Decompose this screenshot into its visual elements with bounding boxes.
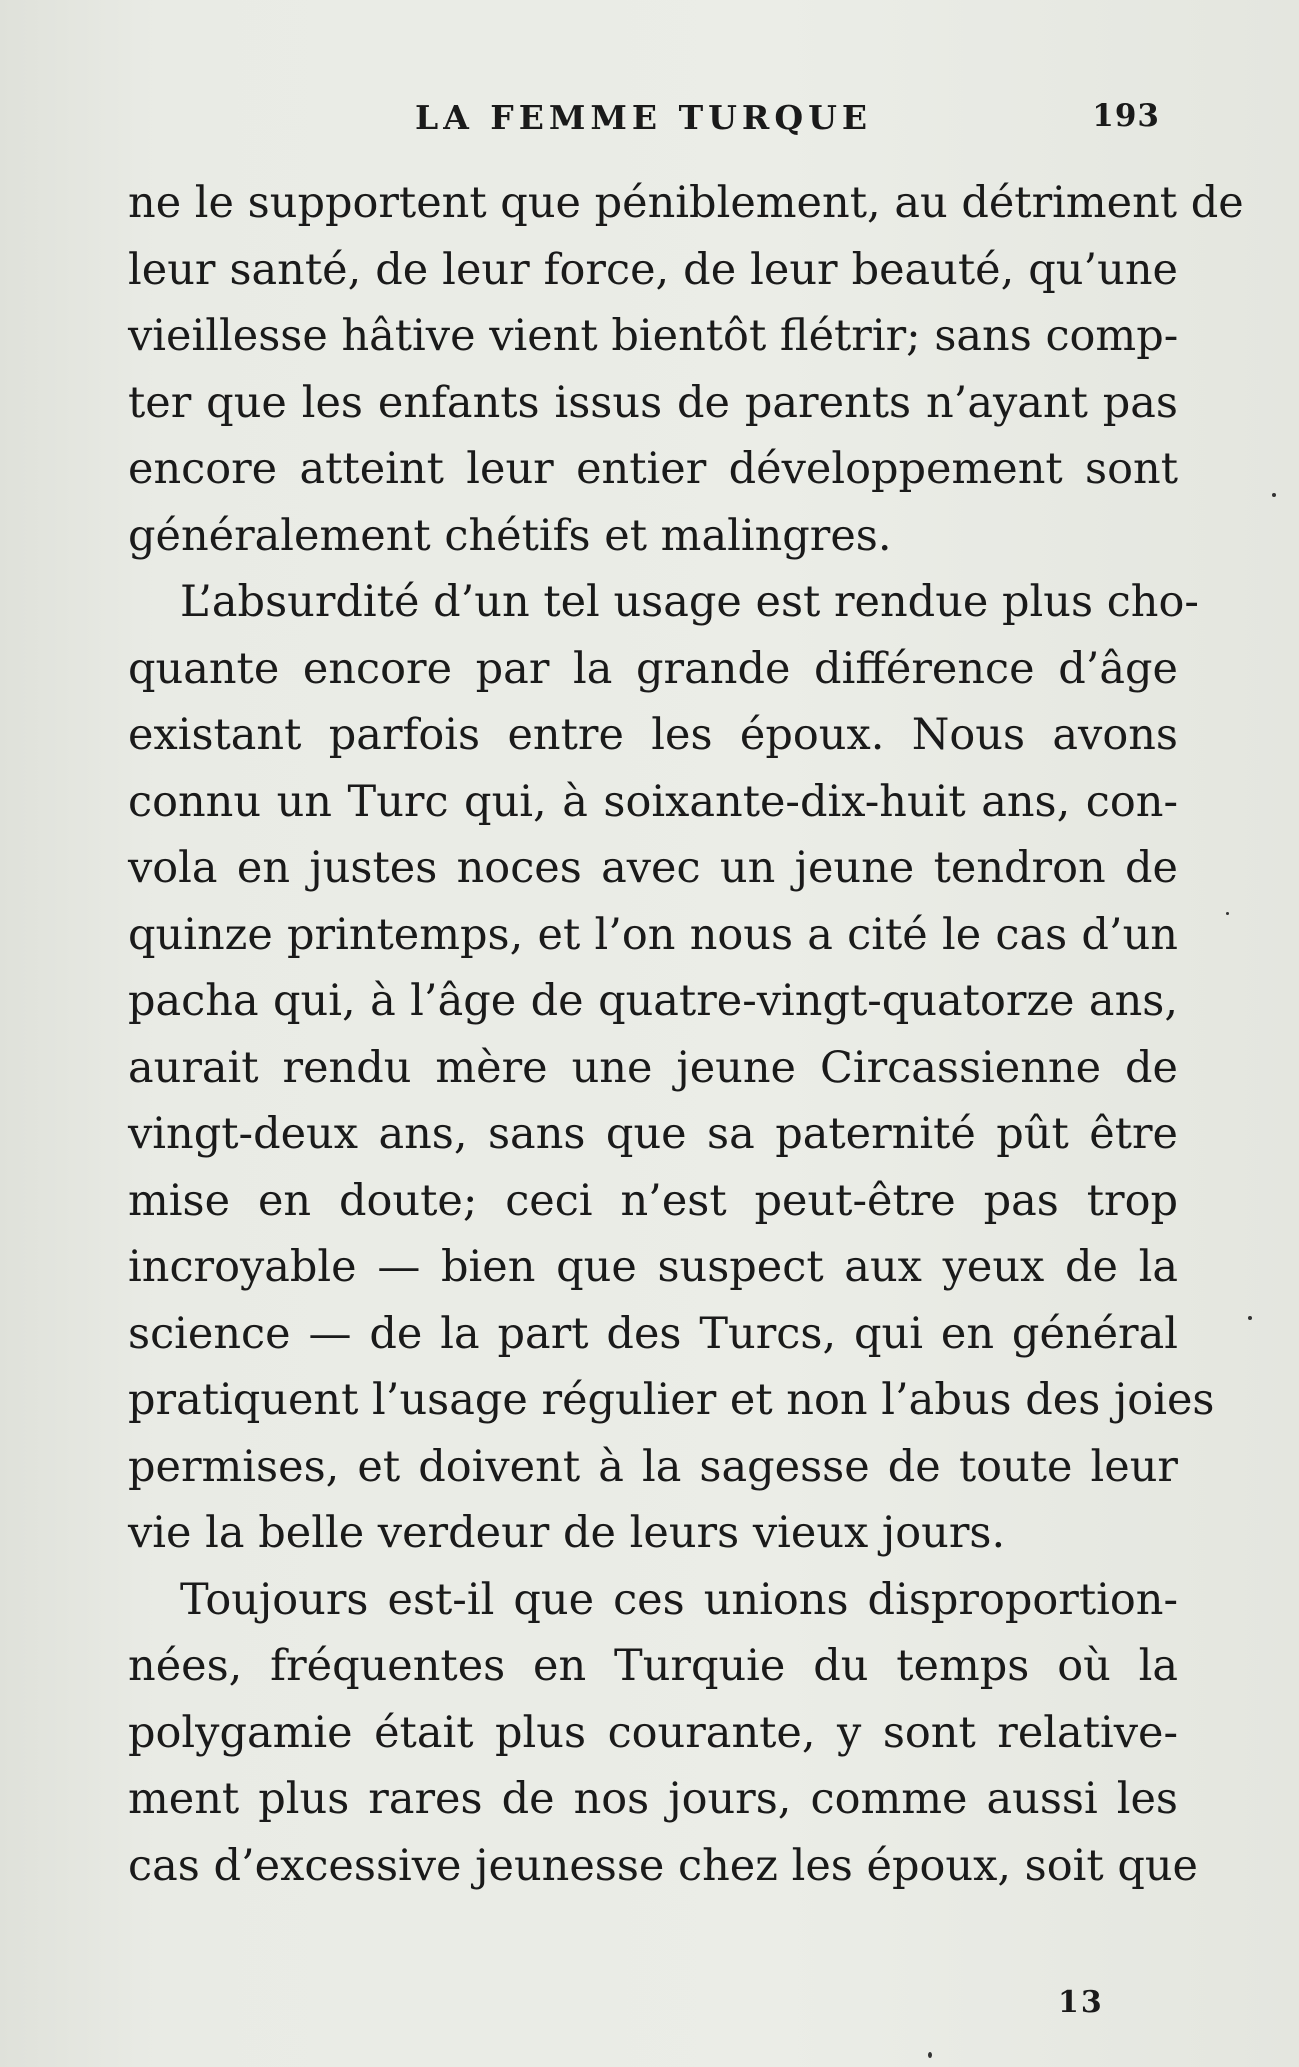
text-line: ne le supportent que péniblement, au détriment de xyxy=(128,178,1244,228)
text-line: quante encore par la grande différence d’âge xyxy=(128,643,1178,694)
paper-speck xyxy=(1272,493,1276,497)
text-line: nées, fréquentes en Turquie du temps où la xyxy=(128,1641,1178,1691)
running-title: LA FEMME TURQUE xyxy=(415,98,873,137)
text-line: existant parfois entre les époux. Nous avons xyxy=(128,710,1178,760)
text-line: pacha qui, à l’âge de quatre-vingt-quatorze ans, xyxy=(128,976,1178,1026)
text-line: leur santé, de leur force, de leur beauté, qu’une xyxy=(128,244,1178,295)
page-header xyxy=(130,92,1160,152)
paragraph-start-line: Toujours est-il que ces unions disproportion- xyxy=(180,1574,1178,1625)
text-line: incroyable — bien que suspect aux yeux de la xyxy=(128,1242,1178,1292)
text-line: encore atteint leur entier développement sont xyxy=(128,444,1178,494)
text-line: mise en doute; ceci n’est peut-être pas trop xyxy=(128,1175,1178,1226)
text-line: pratiquent l’usage régulier et non l’abus des joies xyxy=(128,1375,1215,1425)
text-line: vola en justes noces avec un jeune tendron de xyxy=(128,843,1178,893)
text-line: ment plus rares de nos jours, comme aussi les xyxy=(128,1774,1178,1824)
text-line: polygamie était plus courante, y sont relative- xyxy=(128,1707,1178,1758)
text-line: généralement chétifs et malingres. xyxy=(128,510,892,561)
text-line: vieillesse hâtive vient bientôt flétrir; sans comp- xyxy=(128,311,1179,361)
text-line: cas d’excessive jeunesse chez les époux, soit que xyxy=(128,1840,1198,1891)
text-line: ter que les enfants issus de parents n’ayant pas xyxy=(128,377,1178,428)
text-line: connu un Turc qui, à soixante-dix-huit ans, con- xyxy=(128,776,1178,827)
body-text xyxy=(128,170,1244,1899)
signature-mark: 13 xyxy=(1058,1985,1104,2020)
paper-speck xyxy=(928,2052,932,2058)
page-number: 193 xyxy=(1092,98,1160,134)
paragraph-start-line: L’absurdité d’un tel usage est rendue plus cho- xyxy=(180,577,1199,627)
text-line: vingt-deux ans, sans que sa paternité pût être xyxy=(128,1109,1178,1159)
text-line: science — de la part des Turcs, qui en général xyxy=(128,1308,1178,1359)
text-line: vie la belle verdeur de leurs vieux jours. xyxy=(128,1508,1006,1558)
text-line: permises, et doivent à la sagesse de toute leur xyxy=(128,1441,1178,1492)
paper-speck xyxy=(1248,1316,1252,1320)
paper-speck xyxy=(1226,912,1229,915)
text-line: quinze printemps, et l’on nous a cité le cas d’un xyxy=(128,909,1178,960)
text-line: aurait rendu mère une jeune Circassienne de xyxy=(128,1042,1178,1093)
